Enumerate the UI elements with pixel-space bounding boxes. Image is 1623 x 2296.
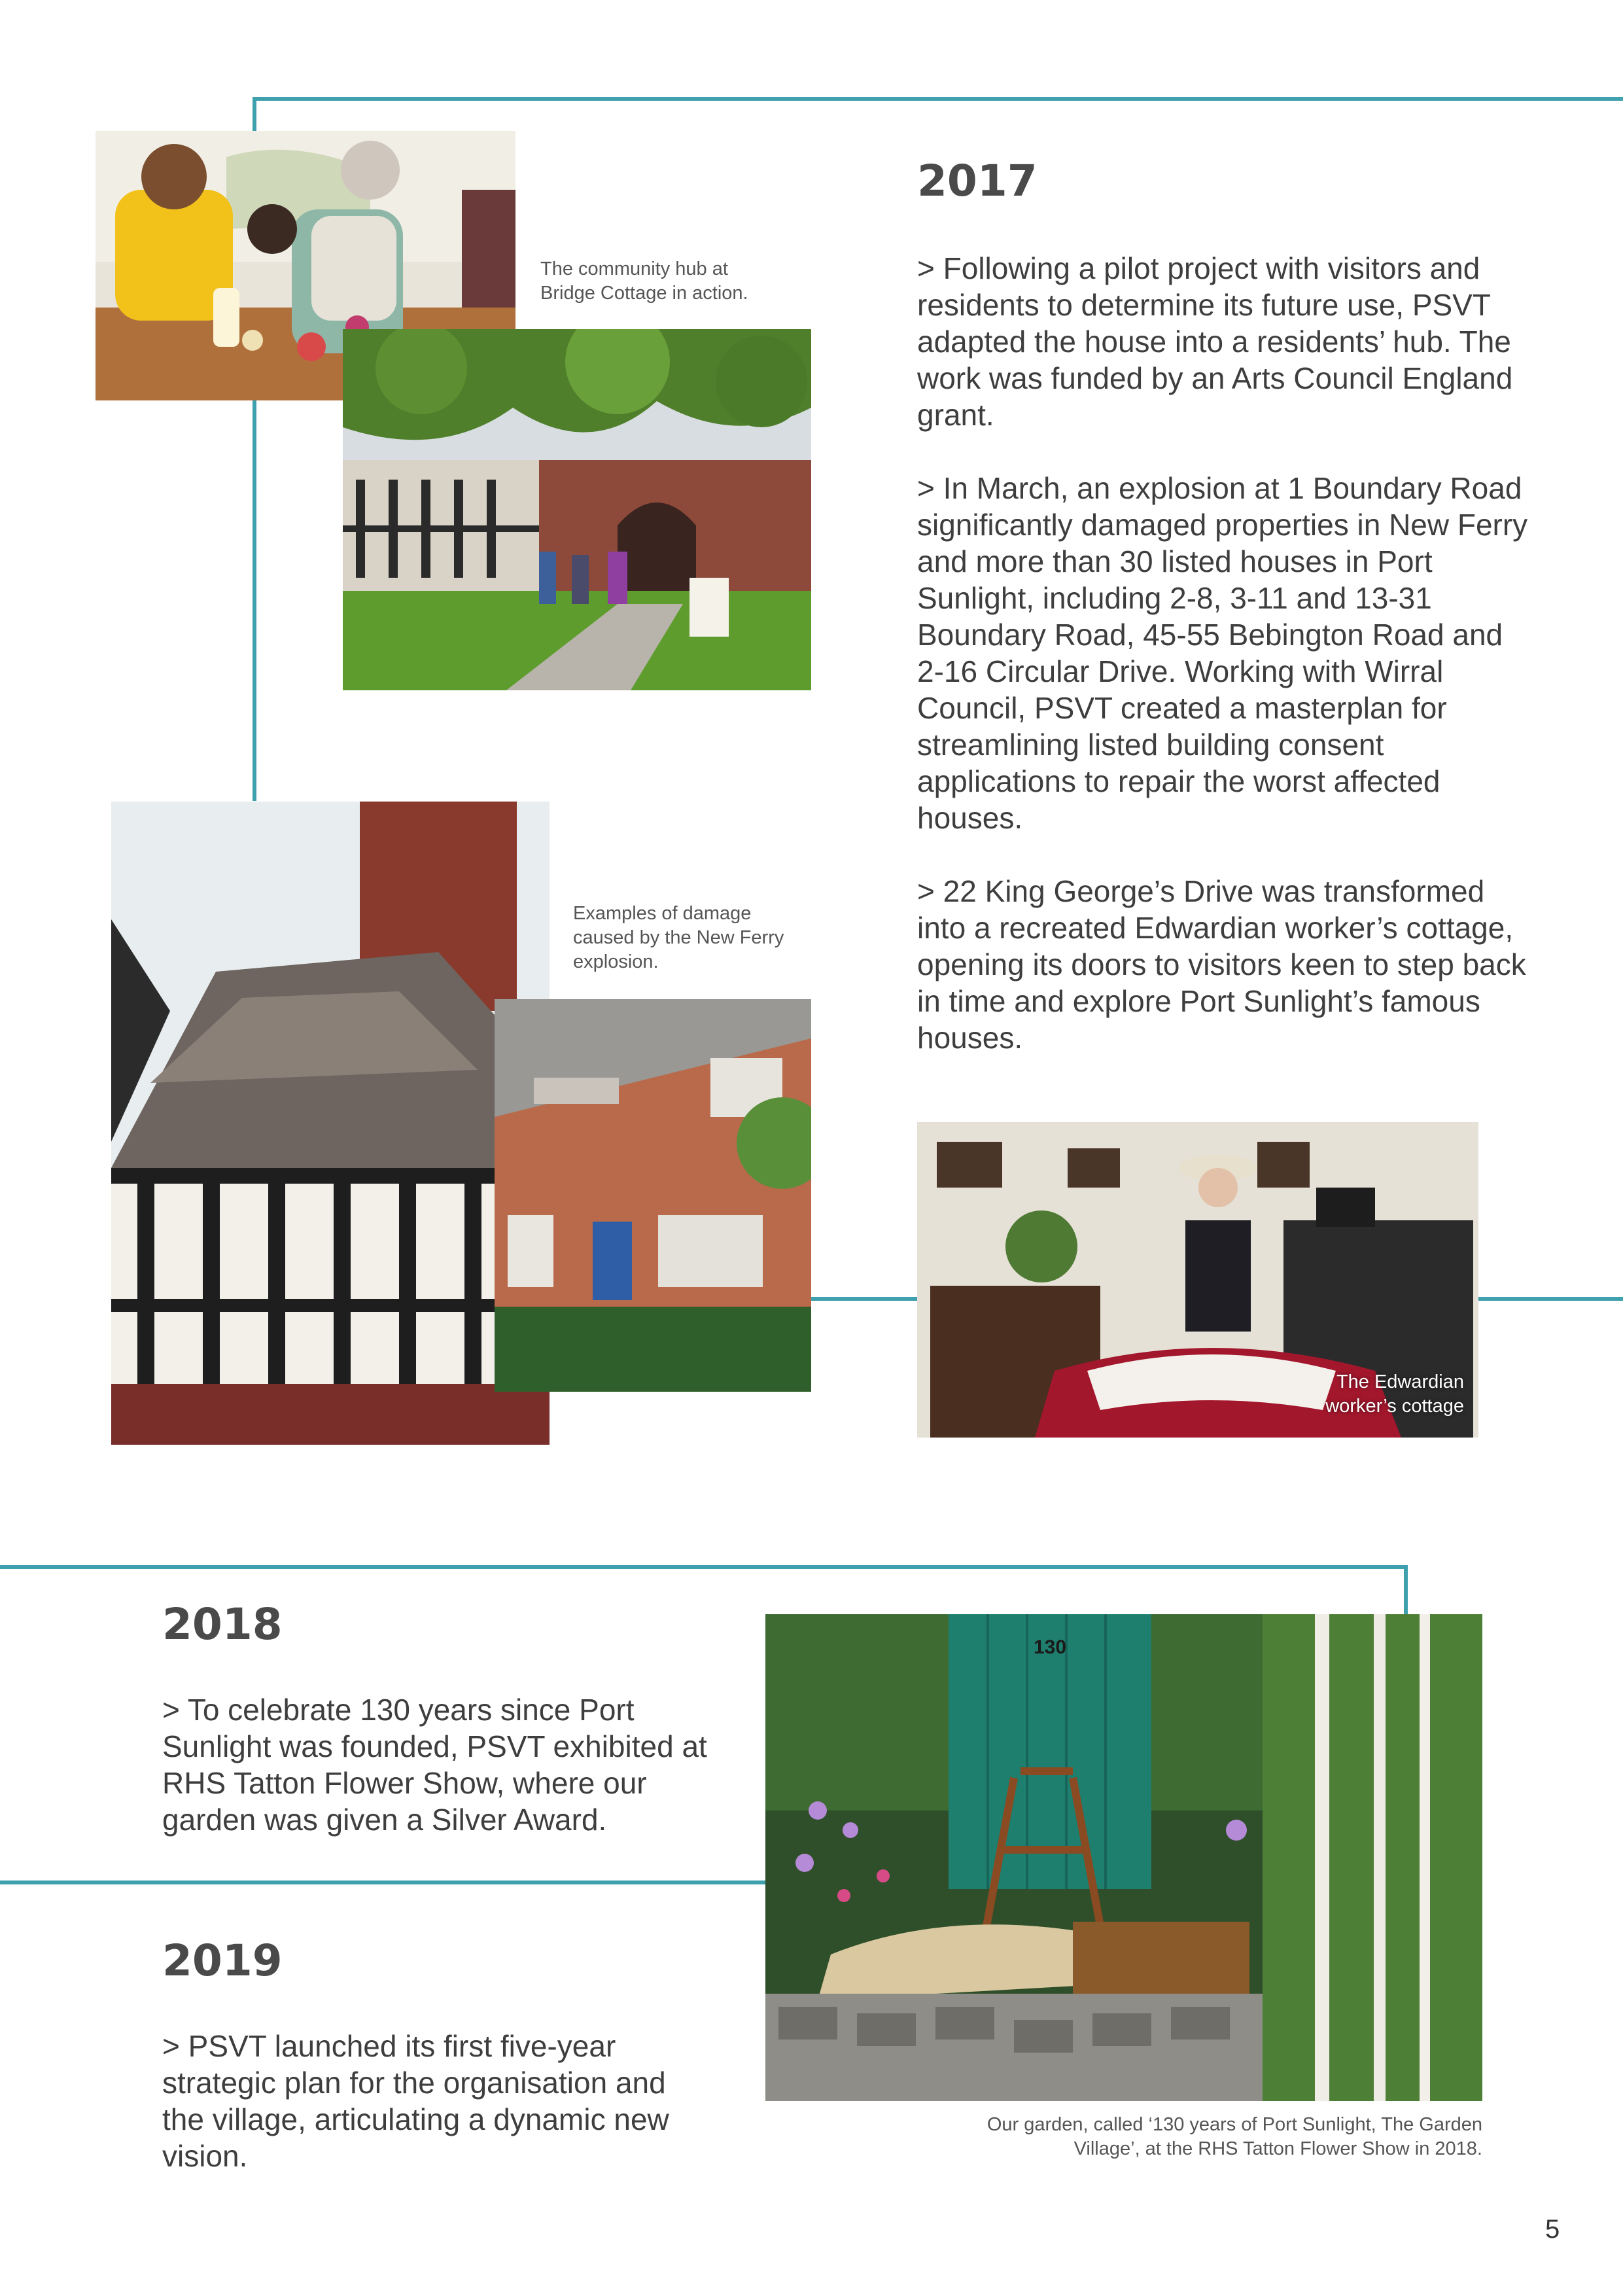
- page-number: 5: [1545, 2215, 1560, 2244]
- tatton-garden-photo: [765, 1614, 1482, 2101]
- top-rule: [253, 97, 1623, 101]
- cottage-caption: The Edwardian worker’s cottage: [1325, 1371, 1464, 1417]
- cottage-connector-right: [1478, 1297, 1623, 1301]
- rule-2018-top: [0, 1565, 1408, 1569]
- year-2019-text: [162, 2028, 712, 2211]
- rule-2018-vertical: [1404, 1565, 1408, 1617]
- damage-caption: Examples of damage caused by the New Ferry explosion.: [573, 903, 784, 972]
- paragraph-2019-strategy: > PSVT launched its first five-year strategic plan for the organisation and the village, articulating a dynamic new vision.: [162, 2029, 669, 2173]
- paragraph-2017-hub: > Following a pilot project with visitors and residents to determine its future use, PSVT adapted the house into a residents’ hub. The work was funded by an Arts Council England grant.: [917, 251, 1513, 432]
- rule-2018-bottom: [0, 1881, 767, 1884]
- damaged-roof-photo: [111, 802, 550, 1445]
- cottage-connector-left: [811, 1297, 917, 1301]
- paragraph-2017-cottage: > 22 King George’s Drive was transformed into a recreated Edwardian worker’s cottage, opening its doors to visitors keen to step back in time and explore Port Sunlight’s famous houses.: [917, 874, 1526, 1055]
- bridge-cottage-photo: [343, 329, 811, 690]
- year-2018-text: [162, 1691, 712, 1875]
- paragraph-2018-tatton: > To celebrate 130 years since Port Sunlight was founded, PSVT exhibited at RHS Tatton Flower Show, where our garden was given a Silver Award.: [162, 1693, 707, 1837]
- paragraph-2017-explosion: > In March, an explosion at 1 Boundary Road significantly damaged properties in New Ferry and more than 30 listed houses in Port Sunlight, including 2-8, 3-11 and 13-31 Boundary Road, 45-55 Bebington Road and 2-16 Circular Drive. Working with Wirral Council, PSVT created a masterplan for streamlining listed building consent applications to repair the worst affected houses.: [917, 471, 1528, 835]
- community-hub-caption: The community hub at Bridge Cottage in action.: [540, 258, 748, 304]
- garden-door-number: 130: [1034, 1636, 1067, 1658]
- damaged-brick-houses-photo: [495, 999, 811, 1392]
- year-2019-heading: 2019: [162, 1935, 283, 1986]
- year-2017-heading: 2017: [917, 156, 1038, 206]
- year-2018-heading: 2018: [162, 1599, 283, 1650]
- garden-caption: Our garden, called ‘130 years of Port Sunlight, The Garden Village’, at the RHS Tatton Flower Show in 2018.: [986, 2114, 1482, 2159]
- year-2017-text: [917, 250, 1532, 1093]
